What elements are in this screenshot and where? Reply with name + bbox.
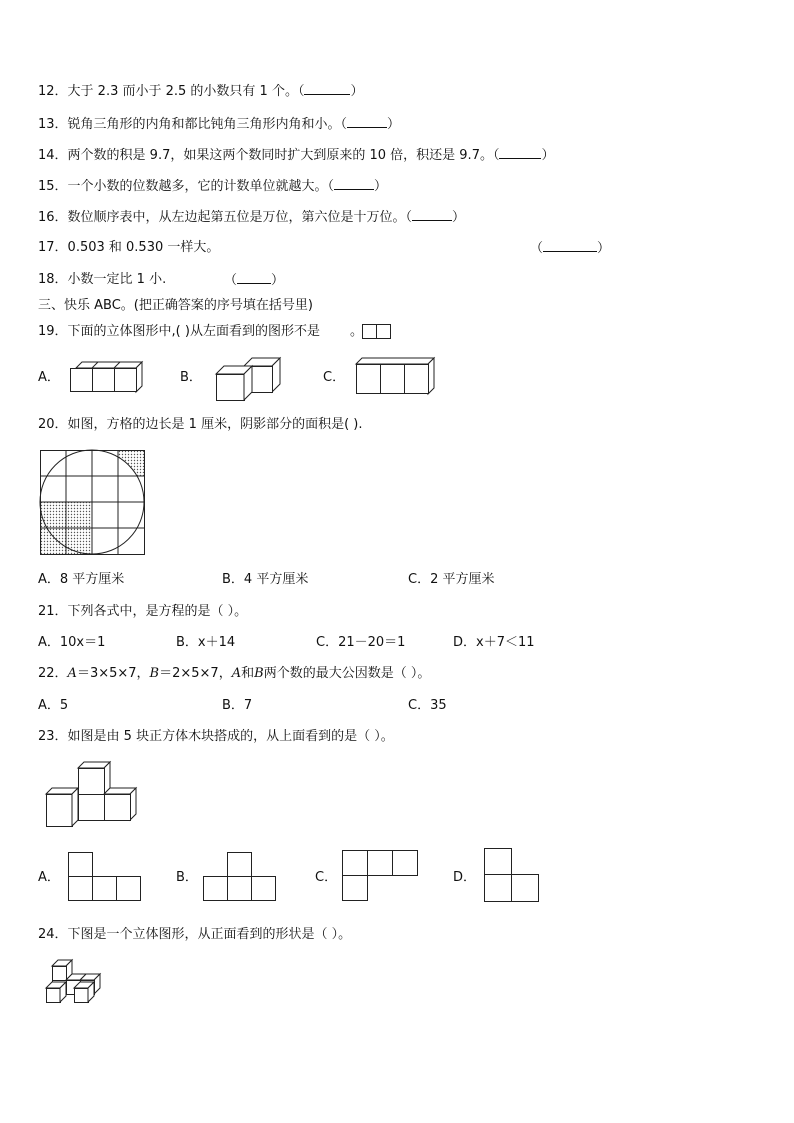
answer-blank-14[interactable] (499, 146, 541, 159)
q23-option-b[interactable]: B． (176, 870, 198, 885)
q22-option-b[interactable]: B．7 (222, 698, 253, 713)
question-19-text: 19．下面的立体图形中,( )从左面看到的图形不是 (38, 324, 320, 339)
paren-close: ） (271, 273, 285, 288)
var-a-ref: A (231, 666, 242, 681)
question-14-end: ） (541, 148, 555, 163)
question-13-text: 13．锐角三角形的内角和都比钝角三角形内角和小。（ (38, 117, 348, 132)
two-square-view-icon (362, 324, 392, 340)
question-23: 23．如图是由 5 块正方体木块搭成的，从上面看到的是（ ）。 (38, 729, 394, 744)
q23-option-c[interactable]: C． (315, 870, 338, 885)
question-12 (38, 82, 363, 101)
question-13 (38, 115, 400, 134)
question-17-text: 17．0.503 和 0.530 一样大。 (38, 240, 220, 255)
q19-option-a[interactable]: A． (38, 370, 60, 385)
q19-option-b[interactable]: B． (180, 370, 202, 385)
answer-blank-16[interactable] (412, 208, 452, 221)
question-16 (38, 208, 465, 227)
q22-option-a[interactable]: A．5 (38, 698, 69, 713)
question-19-end: 。 (349, 324, 363, 339)
question-18-text: 18．小数一定比 1 小. (38, 272, 167, 287)
question-15-end: ） (374, 179, 388, 194)
question-20: 20．如图，方格的边长是 1 厘米，阴影部分的面积是( ). (38, 417, 363, 432)
answer-blank-17[interactable] (543, 239, 597, 252)
q19-option-c[interactable]: C． (323, 370, 346, 385)
question-13-end: ） (387, 117, 401, 132)
expr-a: ＝3×5×7， (76, 666, 150, 681)
answer-blank-13[interactable] (347, 115, 387, 128)
var-b: B (149, 666, 160, 681)
answer-blank-15[interactable] (334, 177, 374, 190)
q24-solid-figure (44, 958, 110, 1008)
question-17-answer (530, 239, 610, 258)
question-24: 24．下图是一个立体图形，从正面看到的形状是（ ）。 (38, 927, 352, 942)
question-12-text: 12．大于 2.3 而小于 2.5 的小数只有 1 个。（ (38, 84, 305, 99)
question-12-end: ） (350, 84, 364, 99)
q21-option-d[interactable]: D．x＋7＜11 (453, 635, 535, 650)
answer-blank-18[interactable] (237, 271, 271, 284)
question-16-text: 16．数位顺序表中，从左边起第五位是万位，第六位是十万位。（ (38, 210, 413, 225)
paren-close: ） (597, 241, 611, 256)
q21-option-b[interactable]: B．x＋14 (176, 635, 236, 650)
question-14-text: 14．两个数的积是 9.7，如果这两个数同时扩大到原来的 10 倍，积还是 9.7。（ (38, 148, 500, 163)
question-16-end: ） (452, 210, 466, 225)
question-18-answer (224, 271, 284, 290)
question-17 (38, 239, 219, 257)
question-15 (38, 177, 387, 196)
conj: 和 (241, 666, 255, 681)
paren-open: （ (224, 273, 238, 288)
q23-option-b-view (203, 852, 279, 904)
q23-option-d-view (484, 848, 542, 904)
q19-option-c-cubes (354, 358, 436, 398)
q23-option-a-view (68, 852, 144, 904)
q23-option-c-view (342, 850, 422, 904)
q21-option-a[interactable]: A．10x＝1 (38, 635, 106, 650)
q19-option-b-cubes (214, 358, 284, 402)
var-a: A (67, 666, 77, 681)
question-21: 21．下列各式中，是方程的是（ ）。 (38, 604, 248, 619)
section-3-title: 三、快乐 ABC。(把正确答案的序号填在括号里) (38, 298, 313, 313)
expr-b: ＝2×5×7， (159, 666, 232, 681)
q19-option-a-cubes (70, 362, 150, 398)
question-22 (38, 665, 430, 683)
q22-option-c[interactable]: C．35 (408, 698, 447, 713)
q23-option-a[interactable]: A． (38, 870, 60, 885)
q23-five-cubes-figure (44, 762, 140, 830)
question-18 (38, 271, 166, 289)
question-22-number: 22． (38, 666, 68, 681)
q23-option-d[interactable]: D． (453, 870, 477, 885)
paren-open: （ (530, 241, 544, 256)
answer-blank-12[interactable] (304, 82, 350, 95)
q20-option-a[interactable]: A．8 平方厘米 (38, 572, 125, 587)
q20-grid-circle-figure (40, 450, 148, 558)
question-22-suffix: 两个数的最大公因数是（ ）。 (263, 666, 431, 681)
question-14 (38, 146, 554, 165)
question-19 (38, 323, 363, 341)
q20-option-c[interactable]: C．2 平方厘米 (408, 572, 495, 587)
q20-option-b[interactable]: B．4 平方厘米 (222, 572, 309, 587)
var-b-ref: B (254, 666, 264, 681)
question-15-text: 15．一个小数的位数越多，它的计数单位就越大。（ (38, 179, 335, 194)
q21-option-c[interactable]: C．21－20＝1 (316, 635, 406, 650)
